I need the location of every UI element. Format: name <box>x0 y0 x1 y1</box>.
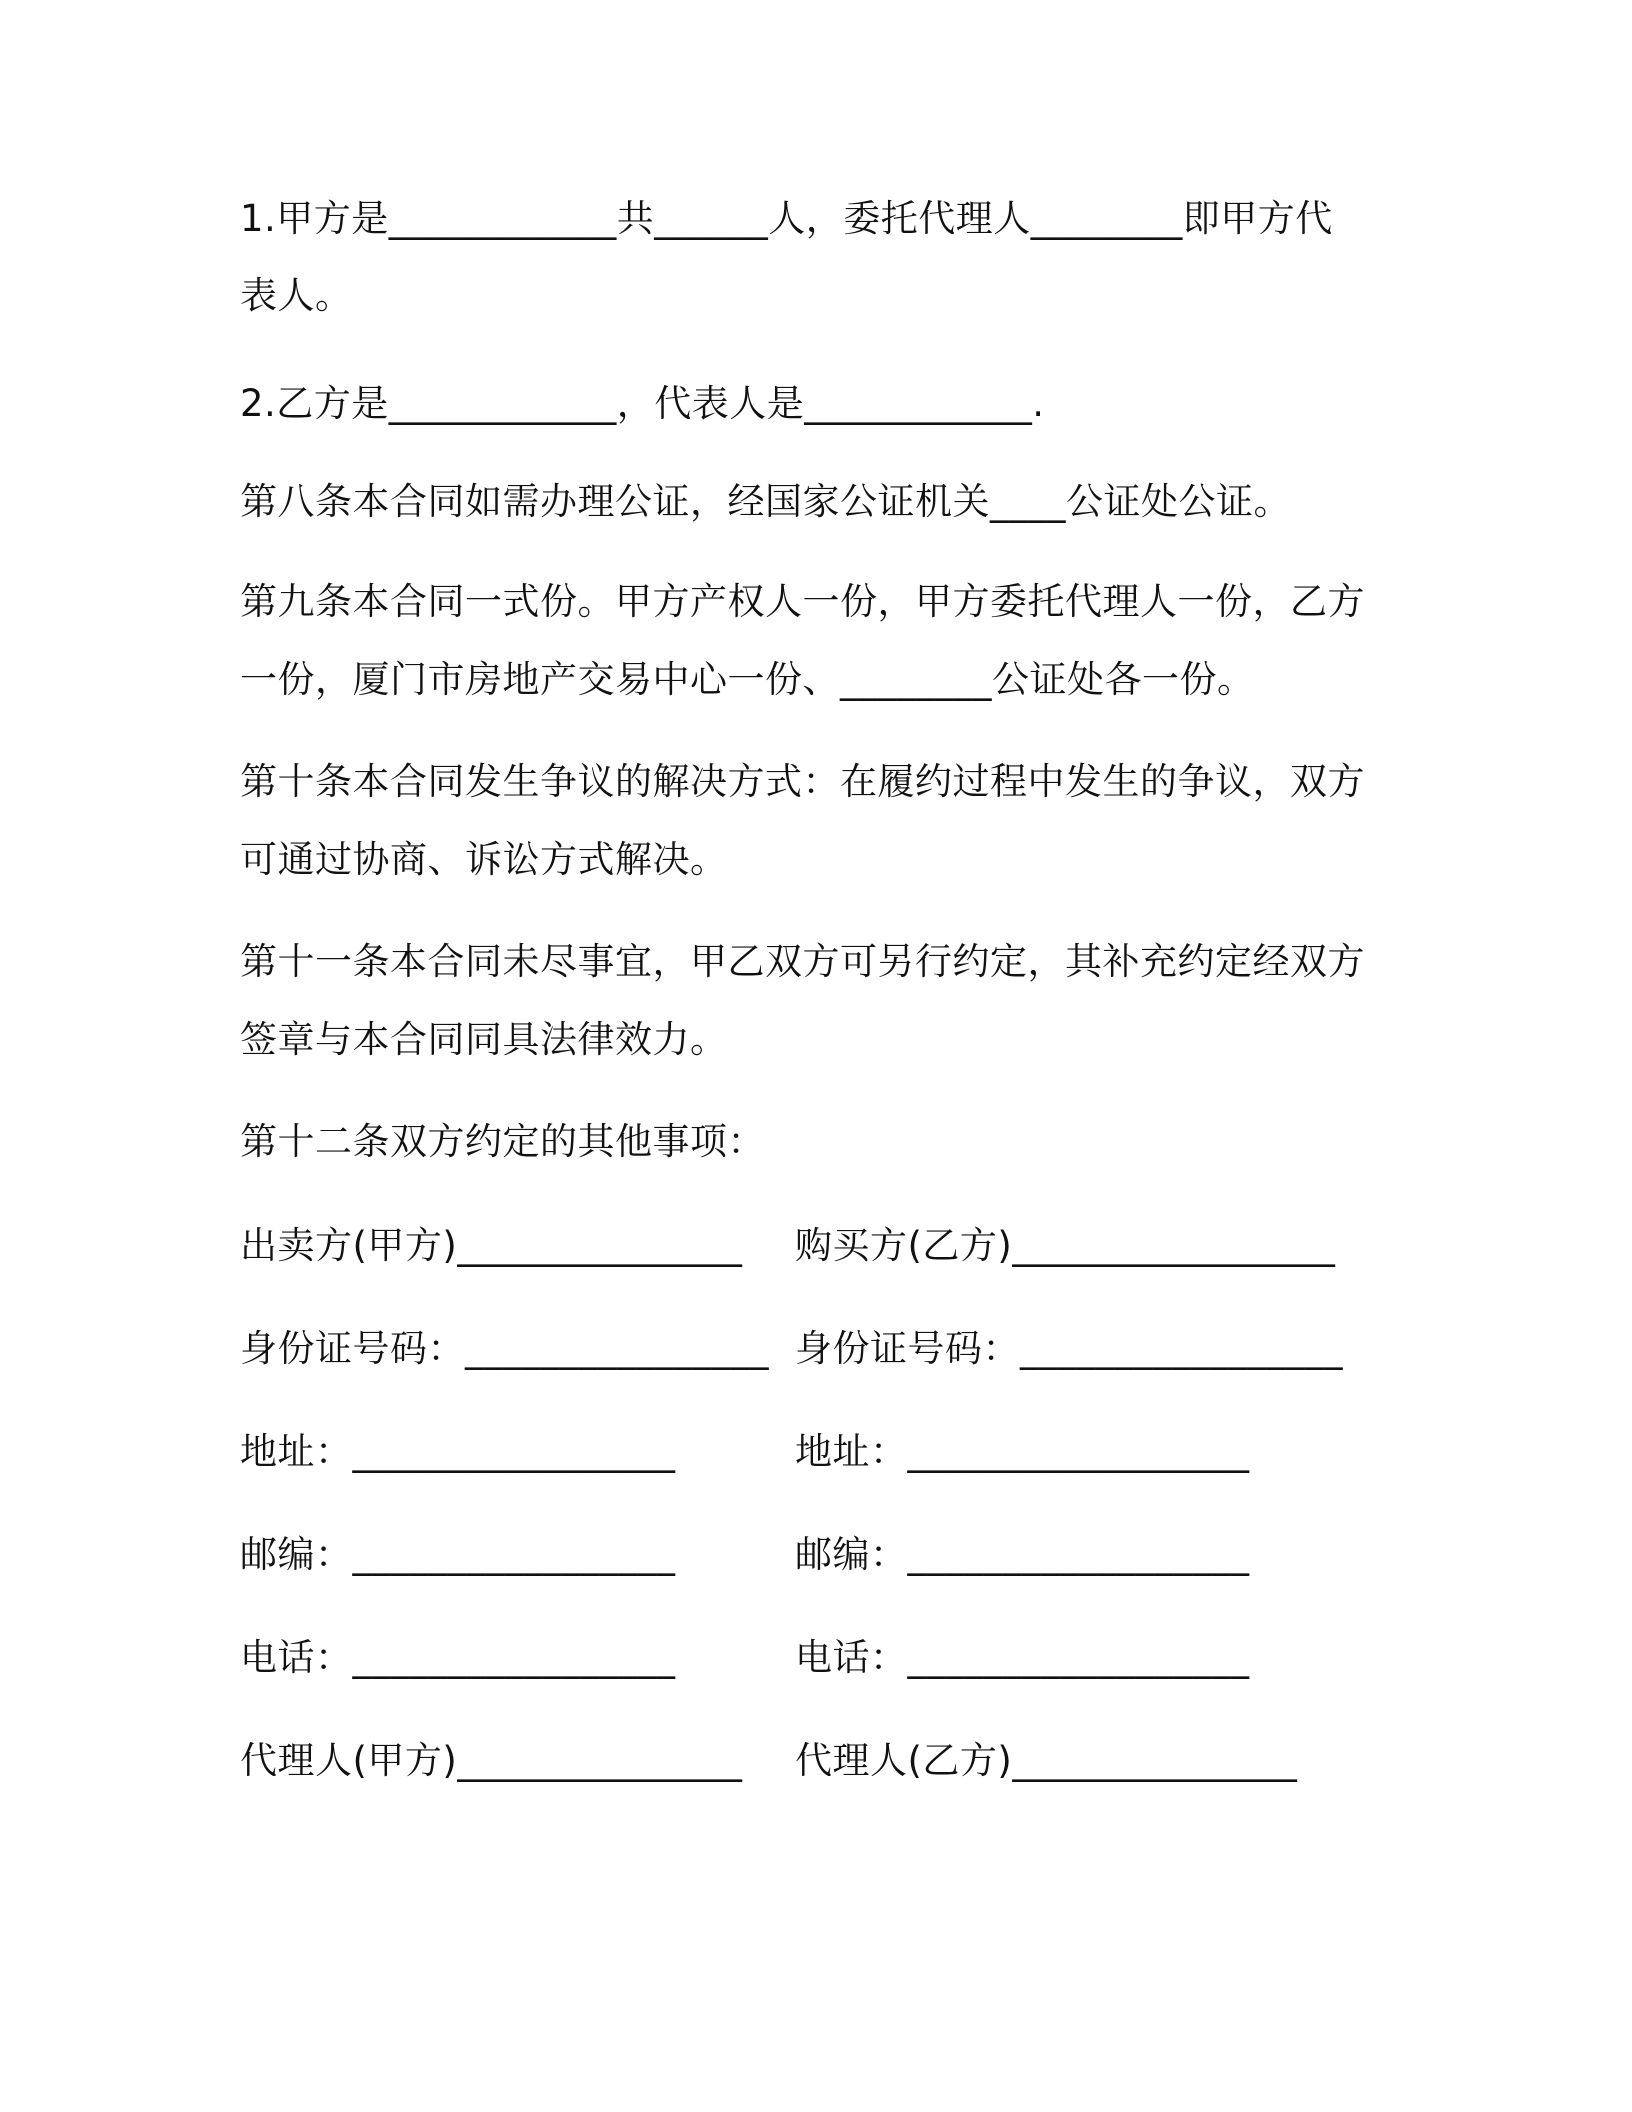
seller-phone-line: 电话：_________________ <box>240 1636 676 1679</box>
article-9-line2: 一份，厦门市房地产交易中心一份、________公证处各一份。 <box>240 658 1255 701</box>
buyer-phone-line: 电话：__________________ <box>795 1636 1250 1679</box>
clause-item2: 2.乙方是____________，代表人是____________. <box>240 382 1045 425</box>
seller-id-line: 身份证号码：________________ <box>240 1327 769 1370</box>
article-11-line2: 签章与本合同同具法律效力。 <box>240 1018 728 1061</box>
buyer-address-line: 地址：__________________ <box>795 1430 1250 1473</box>
buyer-postcode-line: 邮编：__________________ <box>795 1533 1250 1576</box>
clause-item1-line2: 表人。 <box>240 274 353 317</box>
buyer-agent-line: 代理人(乙方)_______________ <box>795 1739 1298 1782</box>
article-11-line1: 第十一条本合同未尽事宜，甲乙双方可另行约定，其补充约定经双方 <box>240 940 1365 983</box>
article-10-line1: 第十条本合同发生争议的解决方式：在履约过程中发生的争议，双方 <box>240 760 1365 803</box>
seller-postcode-line: 邮编：_________________ <box>240 1533 676 1576</box>
article-12: 第十二条双方约定的其他事项： <box>240 1120 765 1163</box>
buyer-id-line: 身份证号码：_________________ <box>795 1327 1343 1370</box>
clause-item1-line1: 1.甲方是____________共______人，委托代理人________即甲方代 <box>240 197 1333 240</box>
article-9-line1: 第九条本合同一式份。甲方产权人一份，甲方委托代理人一份，乙方 <box>240 580 1365 623</box>
seller-address-line: 地址：_________________ <box>240 1430 676 1473</box>
seller-agent-line: 代理人(甲方)_______________ <box>240 1739 743 1782</box>
seller-signature-line: 出卖方(甲方)_______________ <box>240 1224 743 1267</box>
article-8: 第八条本合同如需办理公证，经国家公证机关____公证处公证。 <box>240 480 1291 523</box>
buyer-signature-line: 购买方(乙方)_________________ <box>795 1224 1336 1267</box>
article-10-line2: 可通过协商、诉讼方式解决。 <box>240 838 728 881</box>
